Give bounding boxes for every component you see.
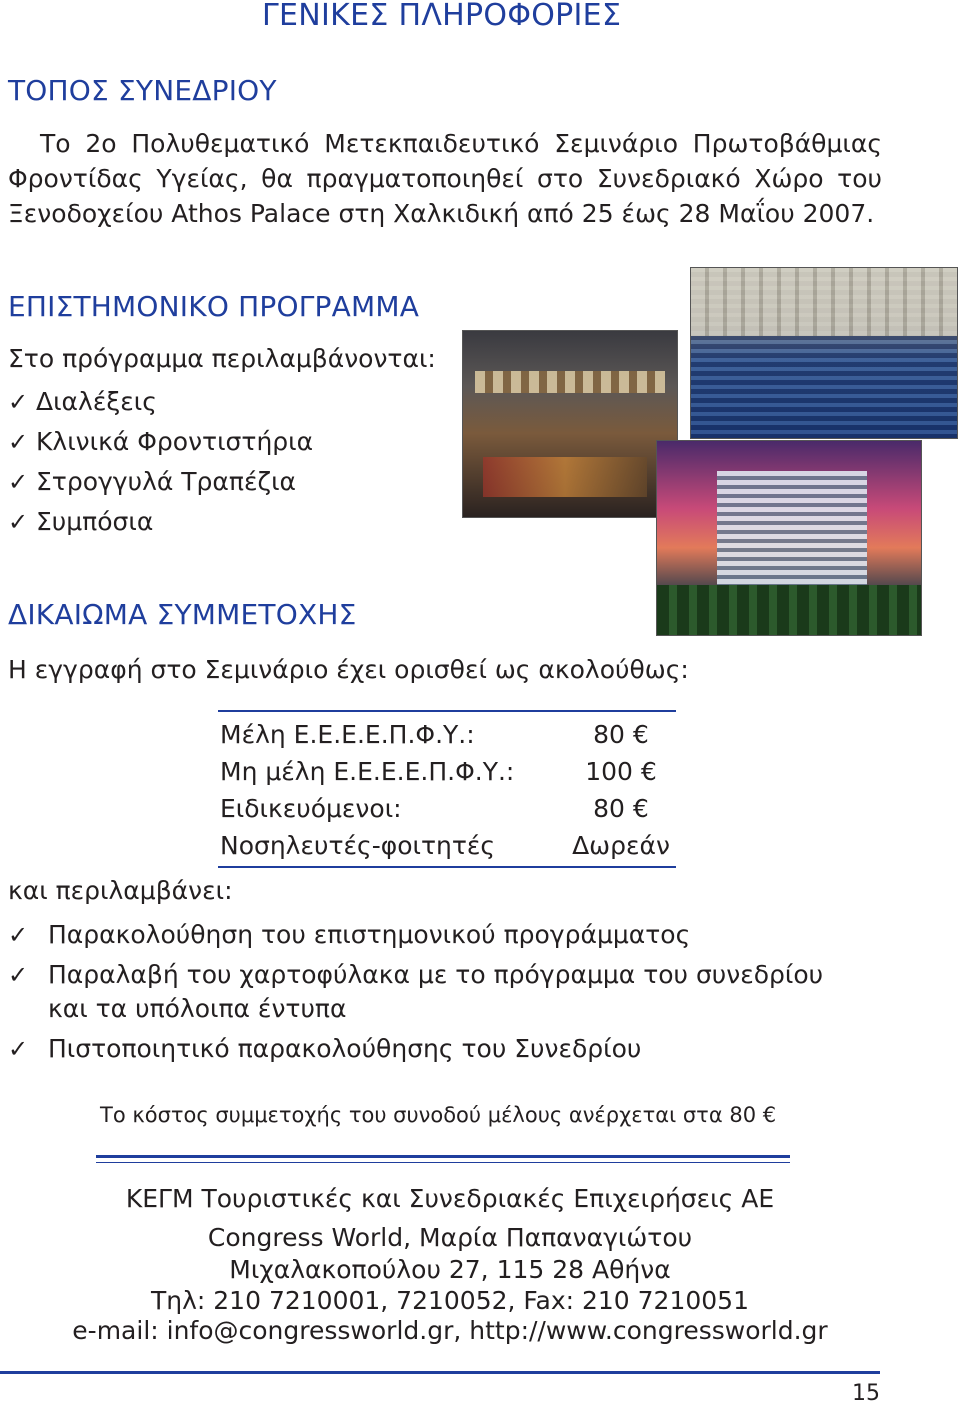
list-item: ✓ Πιστοποιητικό παρακολούθησης του Συνεδρίου [8,1032,641,1066]
contact-email-web: e-mail: info@congressworld.gr, http://www.congressworld.gr [72,1316,828,1345]
list-item: ✓ Παρακολούθηση του επιστημονικού προγράμματος [8,918,690,952]
check-icon: ✓ [8,921,29,949]
fee-label: Ειδικευόμενοι: [220,794,402,823]
fee-value: 80 € [593,794,649,823]
table-row [218,827,676,864]
page-number: 15 [852,1381,880,1406]
hotel-lobby-photo [462,330,678,518]
check-icon: ✓ [8,1035,29,1063]
venue-text: Το 2ο Πολυθεματικό Μετεκπαιδευτικό Σεμινάριο Πρωτοβάθμιας Φροντίδας Υγείας, θα πραγματοποιηθεί στο Συνεδριακό Χώρο του Ξενοδοχείου Athos Palace στη Χαλκιδική από 25 έως 28 Μαΐου 2007. [8,129,882,228]
includes-intro: και περιλαμβάνει: [8,876,233,905]
fees-heading: ΔΙΚΑΙΩΜΑ ΣΥΜΜΕΤΟΧΗΣ [8,598,357,631]
check-icon: ✓ [8,468,29,496]
contact-person: Congress World, Μαρία Παπαναγιώτου [207,1223,693,1252]
check-icon: ✓ [8,388,29,416]
fee-label: Νοσηλευτές-φοιτητές [220,831,496,860]
program-intro: Στο πρόγραμμα περιλαμβάνονται: [8,344,436,373]
list-item: ✓ Διαλέξεις [8,382,313,422]
conference-hall-photo [690,267,958,439]
program-heading: ΕΠΙΣΤΗΜΟΝΙΚΟ ΠΡΟΓΡΑΜΜΑ [8,290,420,323]
divider [96,1155,790,1163]
check-icon: ✓ [8,961,29,989]
table-row [218,716,676,753]
page-title: ΓΕΝΙΚΕΣ ΠΛΗΡΟΦΟΡΙΕΣ [262,0,622,33]
list-item: ✓ Στρογγυλά Τραπέζια [8,462,313,502]
contact-phones: Τηλ: 210 7210001, 7210052, Fax: 210 7210051 [151,1286,749,1315]
list-item: ✓ Κλινικά Φροντιστήρια [8,422,313,462]
check-icon: ✓ [8,508,29,536]
contact-address: Μιχαλακοπούλου 27, 115 28 Αθήνα [229,1255,671,1284]
list-item: ✓ Συμπόσια [8,502,313,542]
fee-label: Μέλη Ε.Ε.Ε.Ε.Π.Φ.Υ.: [220,720,475,749]
list-item: ✓ Παραλαβή του χαρτοφύλακα με το πρόγραμμα του συνεδρίου [8,958,823,992]
fee-value: 100 € [585,757,657,786]
hotel-exterior-photo [656,440,922,636]
table-row [218,753,676,790]
companion-cost: Το κόστος συμμετοχής του συνοδού μέλους ανέρχεται στα 80 € [100,1103,777,1127]
venue-heading: ΤΟΠΟΣ ΣΥΝΕΔΡΙΟΥ [8,74,277,107]
fees-table [218,710,676,868]
venue-paragraph [8,126,882,231]
list-item-continuation: και τα υπόλοιπα έντυπα [48,994,347,1023]
contact-company: ΚΕΓΜ Τουριστικές και Συνεδριακές Επιχειρήσεις ΑΕ [125,1184,775,1213]
fees-intro: Η εγγραφή στο Σεμινάριο έχει ορισθεί ως ακολούθως: [8,655,689,684]
fee-label: Μη μέλη Ε.Ε.Ε.Ε.Π.Φ.Υ.: [220,757,515,786]
program-list [8,382,313,542]
table-row [218,790,676,827]
fee-value: 80 € [593,720,649,749]
fee-value: Δωρεάν [572,831,670,860]
check-icon: ✓ [8,428,29,456]
footer-divider [0,1371,880,1374]
